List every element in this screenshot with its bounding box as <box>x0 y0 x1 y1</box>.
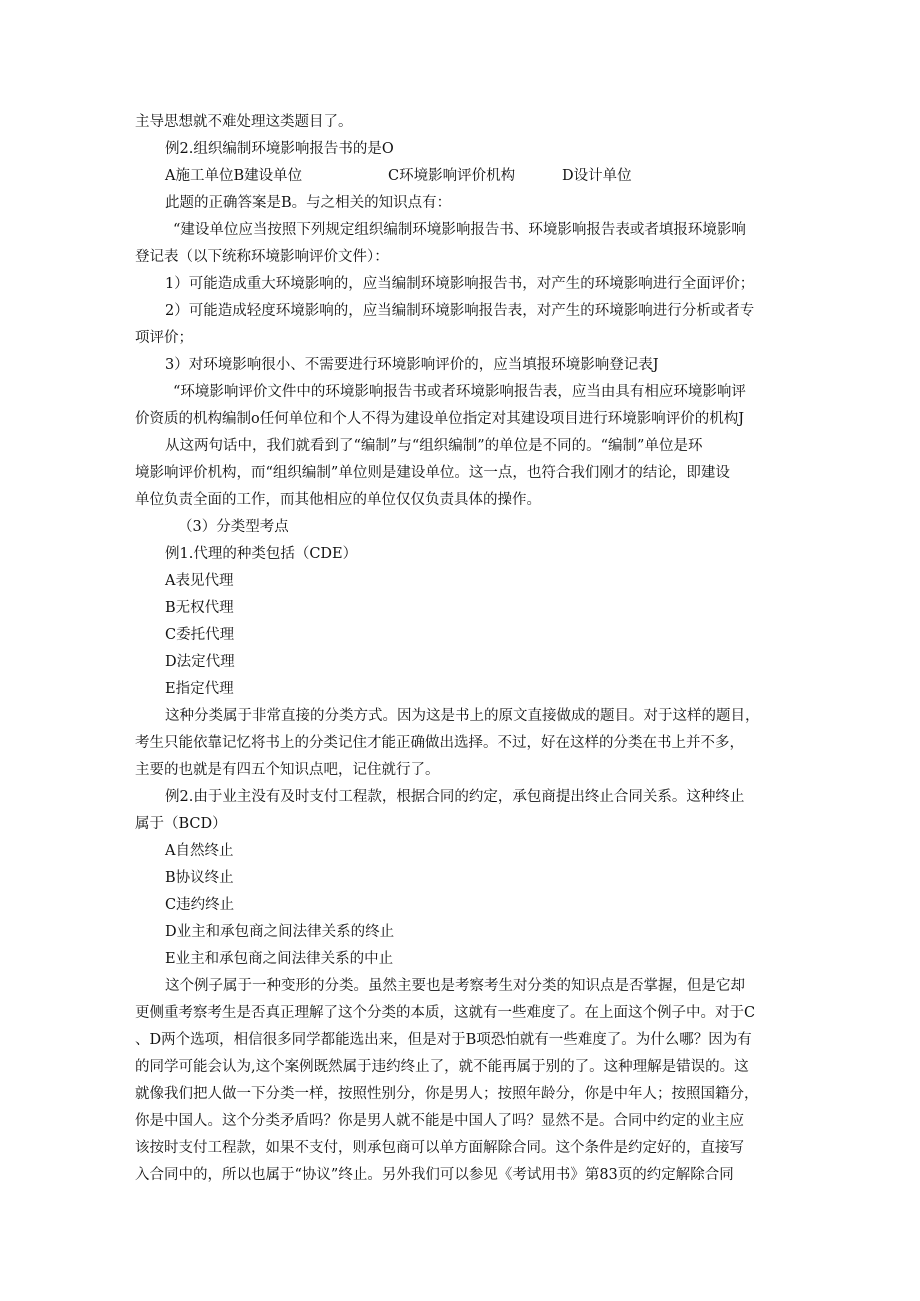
text-line: 、D两个选项，相信很多同学都能选出来，但是对于B项恐怕就有一些难度了。为什么哪？因为有 <box>135 1032 752 1048</box>
option-item: A表见代理 <box>165 573 234 589</box>
option-a-b: A施工单位B建设单位 <box>165 168 303 184</box>
list-item: 3）对环境影响很小、不需要进行环境影响评价的，应当填报环境影响登记表J <box>165 357 659 373</box>
list-item: 2）可能造成轻度环境影响的，应当编制环境影响报告表，对产生的环境影响进行分析或者专 <box>165 303 755 319</box>
text-line: 主导思想就不难处理这类题目了。 <box>135 114 353 130</box>
text-line: 主要的也就是有四五个知识点吧，记住就行了。 <box>135 762 440 778</box>
options-row <box>165 166 725 186</box>
text-line: 项评价； <box>135 330 193 346</box>
option-item: D法定代理 <box>165 654 235 670</box>
example-heading: 例1.代理的种类包括（CDE） <box>165 546 358 562</box>
option-item: A自然终止 <box>165 843 234 859</box>
example-heading: 例2.由于业主没有及时支付工程款，根据合同的约定，承包商提出终止合同关系。这种终止 <box>165 789 745 805</box>
option-item: D业主和承包商之间法律关系的终止 <box>165 924 395 940</box>
text-line: 登记表（以下统称环境影响评价文件）： <box>135 249 389 265</box>
paragraph-line: 从这两句话中，我们就看到了“编制”与“组织编制”的单位是不同的。“编制”单位是环 <box>165 438 703 454</box>
text-line: 该按时支付工程款，如果不支付，则承包商可以单方面解除合同。这个条件是约定好的，直接写 <box>135 1140 744 1156</box>
text-line: 更侧重考察考生是否真正理解了这个分类的本质，这就有一些难度了。在上面这个例子中。对于C <box>135 1005 756 1021</box>
quote-line: “环境影响评价文件中的环境影响报告书或者环境影响报告表，应当由具有相应环境影响评 <box>173 384 746 400</box>
text-line: 属于（BCD） <box>135 816 227 832</box>
option-item: C委托代理 <box>165 627 235 643</box>
text-line: 价资质的机构编制o任何单位和个人不得为建设单位指定对其建设项目进行环境影响评价的机构J <box>135 411 745 427</box>
option-item: B无权代理 <box>165 600 234 616</box>
text-line: 的同学可能会认为,这个案例既然属于违约终止了，就不能再属于别的了。这种理解是错误的。这 <box>135 1059 749 1075</box>
quote-line: “建设单位应当按照下列规定组织编制环境影响报告书、环境影响报告表或者填报环境影响 <box>173 222 746 238</box>
option-c: C环境影响评价机构 <box>388 168 516 184</box>
text-line: 考生只能依靠记忆将书上的分类记住才能正确做出选择。不过，好在这样的分类在书上并不多， <box>135 735 744 751</box>
section-heading: （3）分类型考点 <box>178 519 289 535</box>
text-line: 你是中国人。这个分类矛盾吗？你是男人就不能是中国人了吗？显然不是。合同中约定的业主应 <box>135 1113 744 1129</box>
option-item: C违约终止 <box>165 897 235 913</box>
paragraph-line: 这个例子属于一种变形的分类。虽然主要也是考察考生对分类的知识点是否掌握，但是它却 <box>165 978 745 994</box>
option-item: E业主和承包商之间法律关系的中止 <box>165 951 394 967</box>
option-d: D设计单位 <box>562 168 632 184</box>
list-item: 1）可能造成重大环境影响的，应当编制环境影响报告书，对产生的环境影响进行全面评价； <box>165 276 755 292</box>
text-line: 单位负责全面的工作，而其他相应的单位仅仅负责具体的操作。 <box>135 492 541 508</box>
text-line: 此题的正确答案是B。与之相关的知识点有： <box>165 195 452 211</box>
option-item: E指定代理 <box>165 681 234 697</box>
text-line: 就像我们把人做一下分类一样，按照性别分，你是男人；按照年龄分，你是中年人；按照国籍分， <box>135 1086 759 1102</box>
example-heading: 例2.组织编制环境影响报告书的是O <box>165 141 394 157</box>
paragraph-line: 这种分类属于非常直接的分类方式。因为这是书上的原文直接做成的题目。对于这样的题目， <box>165 708 760 724</box>
text-line: 境影响评价机构，而“组织编制”单位则是建设单位。这一点，也符合我们刚才的结论，即建设 <box>135 465 730 481</box>
text-line: 入合同中的，所以也属于“协议”终止。另外我们可以参见《考试用书》第83页的约定解除合同 <box>135 1167 734 1183</box>
option-item: B协议终止 <box>165 870 234 886</box>
